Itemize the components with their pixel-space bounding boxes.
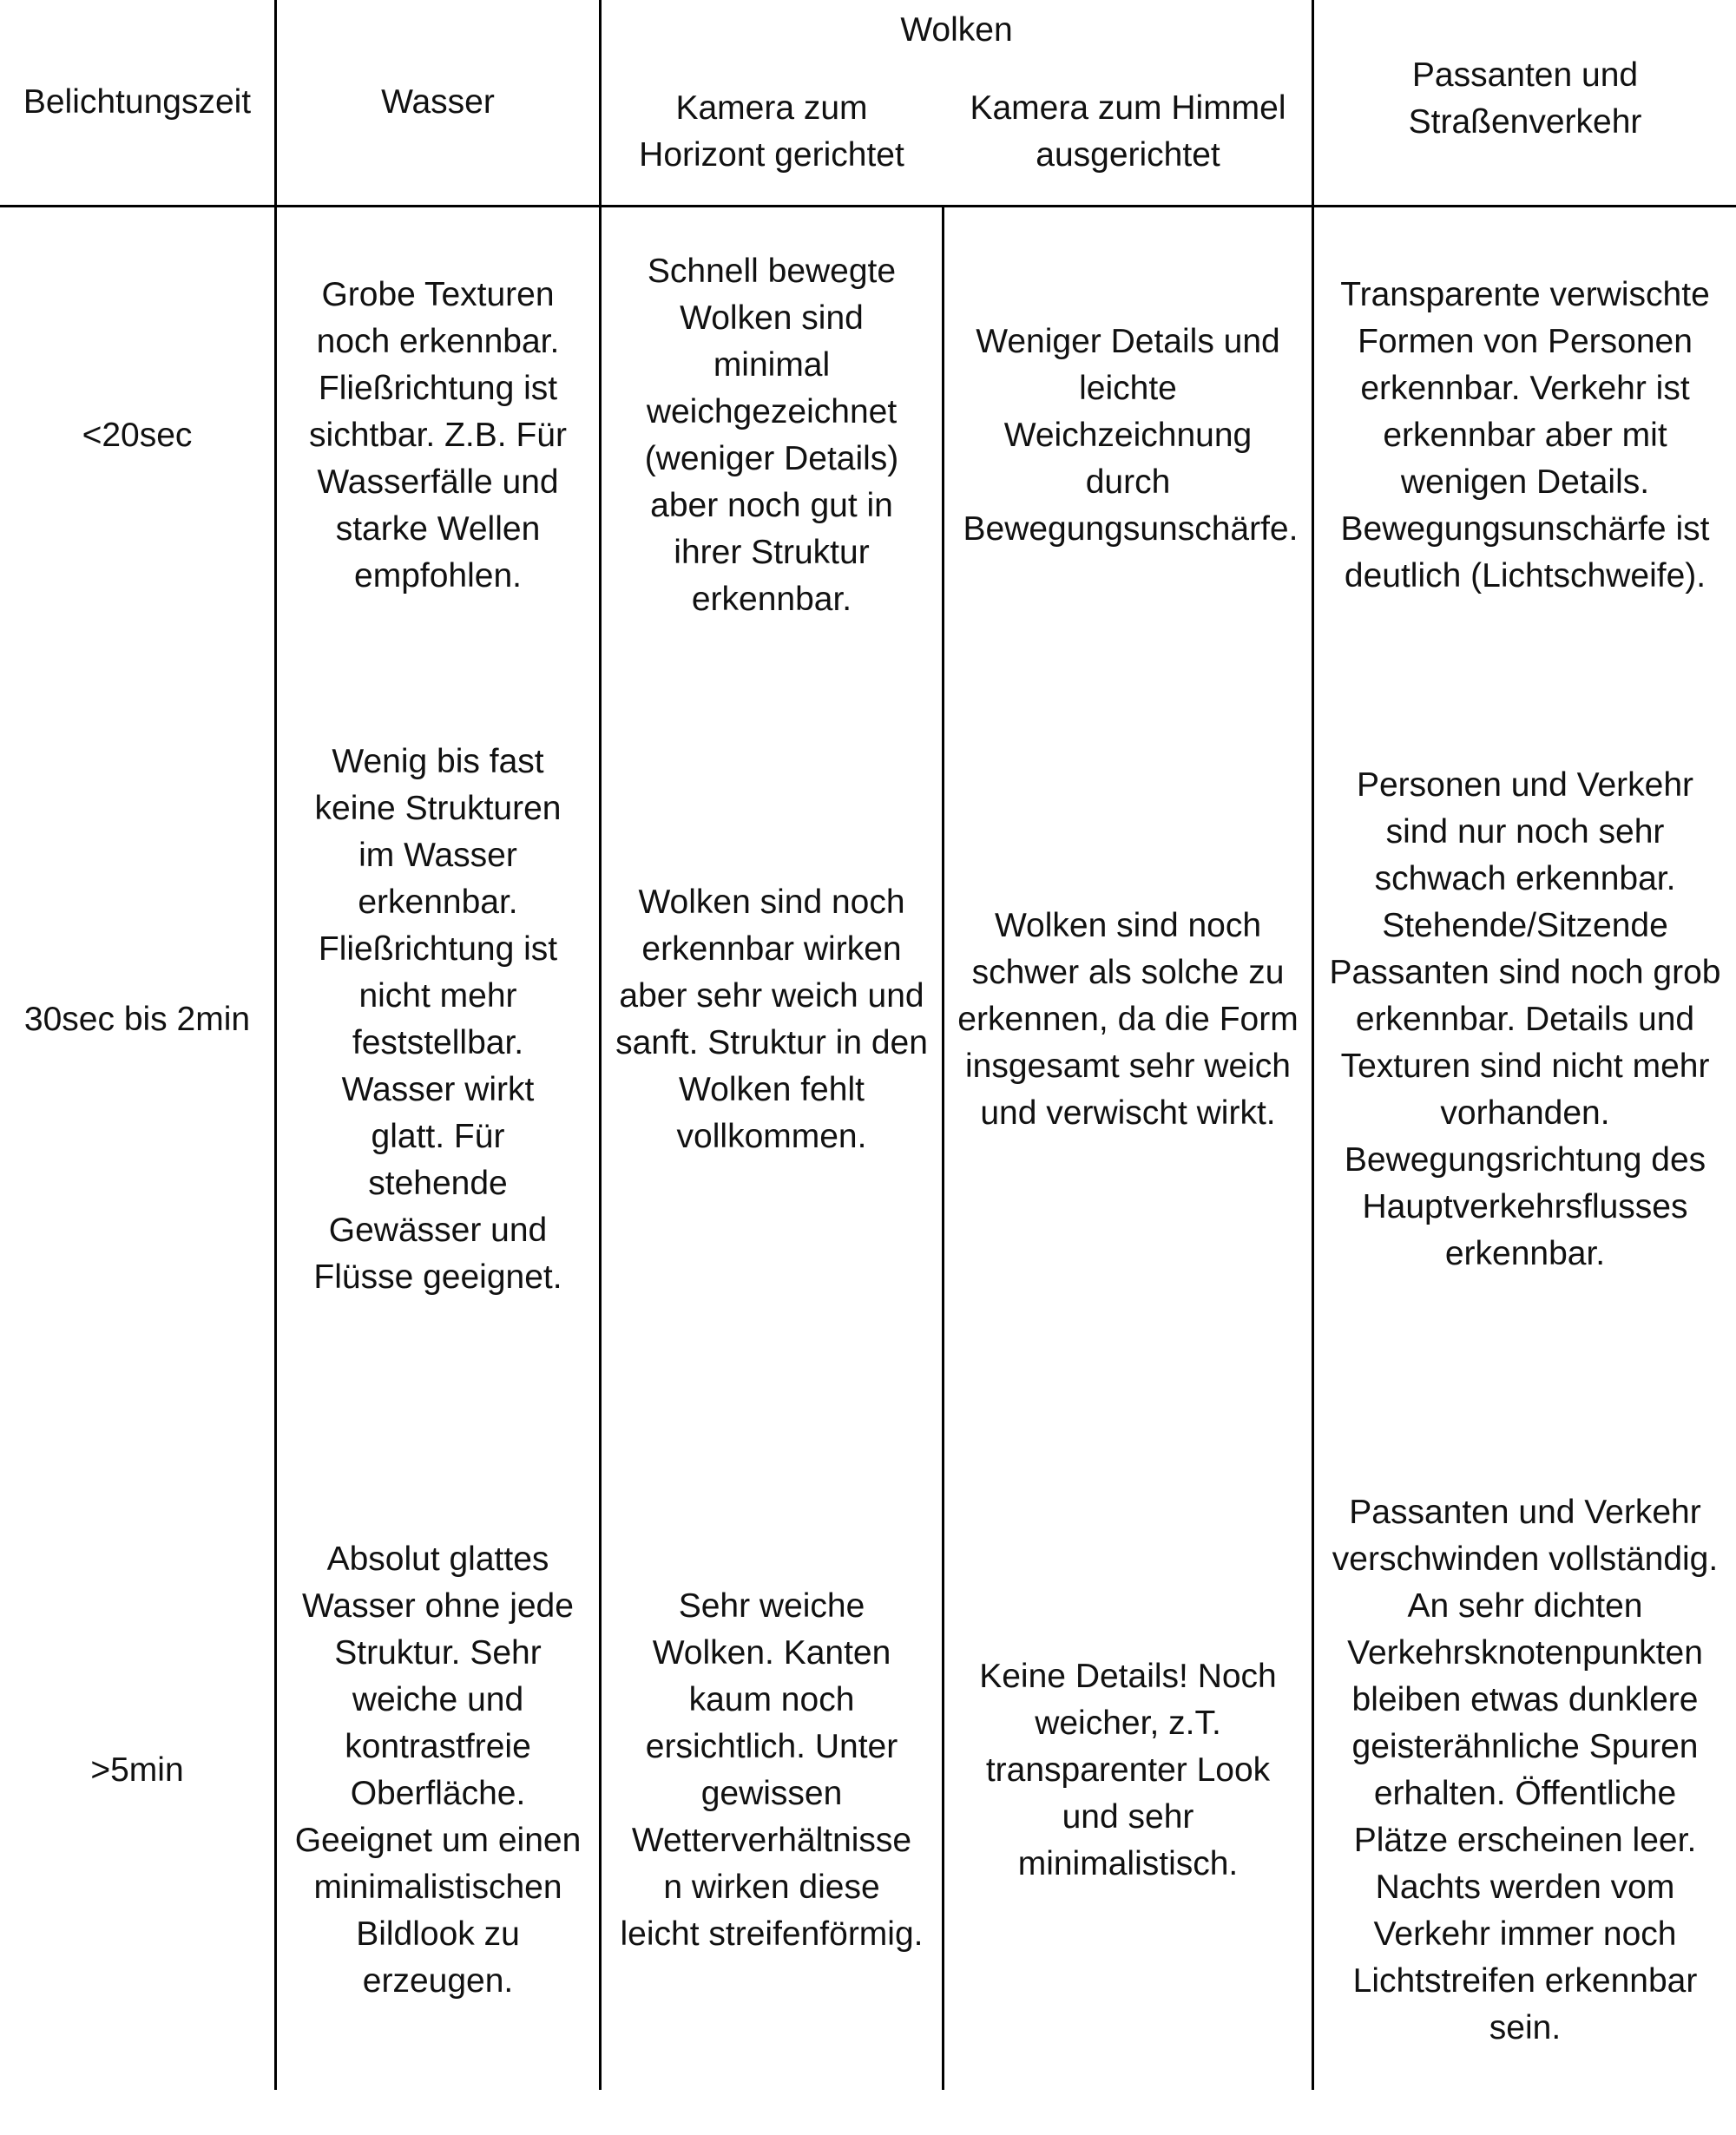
table-row-1-clouds-horizon: Schnell bewegte Wolken sind minimal weichgezeichnet (weniger Details) aber noch gut in ihrer Struktur erkennbar. [644,253,899,618]
table-row-2-clouds-horizon: Wolken sind noch erkennbar wirken aber sehr weich und sanft. Struktur in den Wolken fehlt vollkommen. [615,884,928,1155]
header-clouds-horizon [602,0,942,205]
header-clouds-horizon-label: Kamera zum Horizont gerichtet [639,89,904,174]
table-row-2-traffic: Personen und Verkehr sind nur noch sehr schwach erkennbar. Stehende/Sitzende Passanten sind noch grob erkennbar. Details und Texturen sind nicht mehr vorhanden. Bewegungsrichtung des Hauptverkehrsflusses erkennbar. [1329,766,1721,1272]
header-exposure-label: Belichtungszeit [23,83,252,121]
header-water [277,0,599,205]
table-row-1-exposure: <20sec [82,417,193,454]
header-clouds-sky-label: Kamera zum Himmel ausgerichtet [970,89,1286,174]
table-row-3-traffic: Passanten und Verkehr verschwinden vollständig. An sehr dichten Verkehrsknotenpunkten bleiben etwas dunklere geisterähnliche Spuren erhalten. Öffentliche Plätze erscheinen leer. Nachts werden vom Verkehr immer noch Lichtstreifen erkennbar sein. [1332,1494,1719,2046]
table-row-2-clouds-sky: Wolken sind noch schwer als solche zu erkennen, da die Form insgesamt sehr weich und verwischt wirkt. [957,907,1299,1132]
table-row-2-exposure: 30sec bis 2min [23,1001,251,1038]
table-row-3-water: Absolut glattes Wasser ohne jede Struktur. Sehr weiche und kontrastfreie Oberfläche. Geeignet um einen minimalistischen Bildlook zu erzeugen. [294,1540,582,2000]
header-water-label: Wasser [381,83,495,121]
header-clouds-label: Wolken [900,11,1013,49]
table-row-3-exposure: >5min [90,1751,184,1789]
table-row-1-water: Grobe Texturen noch erkennbar. Fließrichtung ist sichtbar. Z.B. Für Wasserfälle und starke Wellen empfohlen. [309,276,567,595]
header-exposure [0,0,274,205]
table-row-1-clouds-sky: Weniger Details und leichte Weichzeichnung durch Bewegungsunschärfe. [963,323,1299,548]
table-row-2-water: Wenig bis fast keine Strukturen im Wasser erkennbar. Fließrichtung ist nicht mehr feststellbar. Wasser wirkt glatt. Für stehende Gewässer und Flüsse geeignet. [313,743,562,1296]
table-row-3-clouds-horizon: Sehr weiche Wolken. Kanten kaum noch ersichtlich. Unter gewissen Wetterverhältnisse n wirken diese leicht streifenförmig. [620,1587,924,1953]
header-traffic-label: Passanten und Straßenverkehr [1408,56,1642,141]
table-row-1-traffic: Transparente verwischte Formen von Personen erkennbar. Verkehr ist erkennbar aber mit wenigen Details. Bewegungsunschärfe ist deutlich (Lichtschweife). [1340,276,1710,595]
header-traffic [1314,0,1736,205]
table-row-3-clouds-sky: Keine Details! Noch weicher, z.T. transparenter Look und sehr minimalistisch. [979,1658,1277,1882]
header-clouds-sky [944,0,1312,205]
